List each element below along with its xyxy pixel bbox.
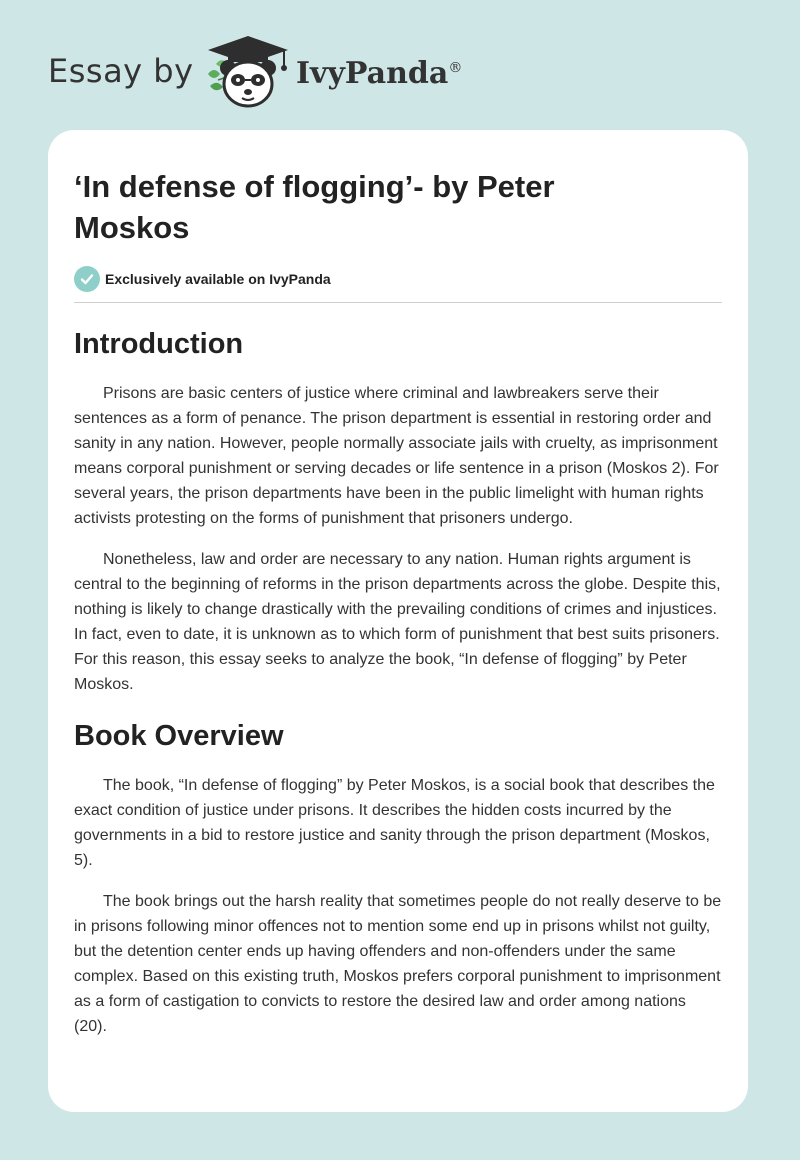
exclusive-badge xyxy=(74,266,722,292)
section-heading-book-overview: Book Overview xyxy=(74,720,284,752)
divider xyxy=(74,302,722,303)
badge-label: Exclusively available on IvyPanda xyxy=(105,271,331,287)
registered-mark: ® xyxy=(448,60,463,76)
page-title: ‘In defense of flogging’- by Peter Moskos xyxy=(74,169,555,245)
paragraph: The book brings out the harsh reality that sometimes people do not really deserve to be in prisons following minor offences not to mention some end up in prisons whilst not guilty, but the detention center ends up having offenders and non-offenders under the same complex. Based on this existing truth, Moskos prefers corporal punishment to imprisonment as a form of castigation to convicts to restore the desired law and order among nations (20). xyxy=(74,893,722,1035)
paragraph: Nonetheless, law and order are necessary to any nation. Human rights argument is central to the beginning of reforms in the prison departments across the globe. Despite this, nothing is likely to change drastically with the prevailing conditions of crimes and injustices. In fact, even to date, it is unknown as to which form of punishment that best suits prisoners. For this reason, this essay seeks to analyze the book, “In defense of flogging” by Peter Moskos. xyxy=(74,551,721,693)
essay-card xyxy=(48,130,748,1112)
check-icon xyxy=(74,266,100,292)
site-header xyxy=(48,34,748,114)
brand-text: IvyPanda xyxy=(296,56,449,91)
paragraph: Prisons are basic centers of justice where criminal and lawbreakers serve their sentences as a form of penance. The prison department is essential in restoring order and sanity in any nation. However, people normally associate jails with cruelty, as imprisonment means corporal punishment or serving decades or life sentence in a prison (Moskos 2). For several years, the prison departments have been in the public limelight with human rights activists protesting on the forms of punishment that prisoners undergo. xyxy=(74,385,719,527)
paragraph: The book, “In defense of flogging” by Peter Moskos, is a social book that describes the exact condition of justice under prisons. It describes the hidden costs incurred by the governments in a bid to restore justice and sanity through the prison department (Moskos, 5). xyxy=(74,777,715,869)
ivypanda-logo-icon[interactable] xyxy=(200,34,296,110)
section-heading-introduction: Introduction xyxy=(74,328,244,360)
brand-name[interactable] xyxy=(296,56,462,91)
essay-by-label: Essay by xyxy=(48,52,194,90)
